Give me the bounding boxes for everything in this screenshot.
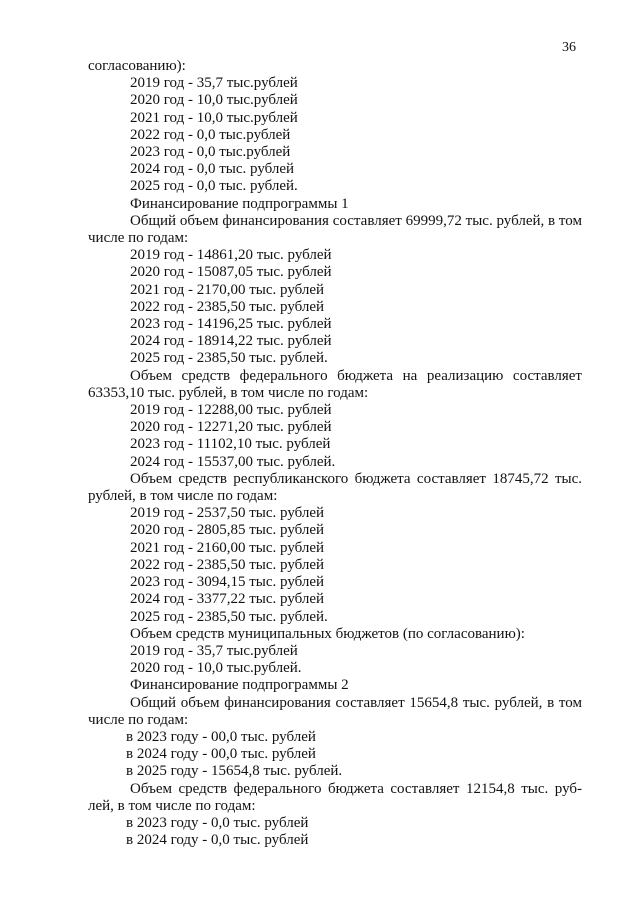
text-line: 2020 год - 15087,05 тыс. рублей: [130, 264, 332, 281]
text-line: 63353,10 тыс. рублей, в том числе по годам:: [88, 384, 369, 401]
text-line: Общий объем финансирования составляет 69999,72 тыс. рублей, в том: [130, 212, 582, 229]
text-line: 2023 год - 14196,25 тыс. рублей: [130, 316, 332, 333]
text-line: 2023 год - 11102,10 тыс. рублей: [130, 436, 331, 453]
text-line: Объем средств муниципальных бюджетов (по согласованию):: [130, 625, 525, 642]
text-line: 2022 год - 0,0 тыс.рублей: [130, 126, 291, 143]
text-line: в 2023 году - 0,0 тыс. рублей: [126, 814, 309, 831]
text-line: числе по годам:: [88, 711, 189, 728]
text-line: 2024 год - 15537,00 тыс. рублей.: [130, 453, 336, 470]
text-line: 2024 год - 0,0 тыс. рублей: [130, 161, 295, 178]
page-number: 36: [562, 40, 576, 55]
text-line: 2024 год - 18914,22 тыс. рублей: [130, 333, 332, 350]
text-line: 2019 год - 2537,50 тыс. рублей: [130, 505, 325, 522]
text-line: числе по годам:: [88, 230, 189, 247]
text-line: 2020 год - 10,0 тыс.рублей.: [130, 660, 302, 677]
text-line: 2020 год - 12271,20 тыс. рублей: [130, 419, 332, 436]
text-line: Объем средств федерального бюджета на реализацию составляет: [130, 367, 582, 384]
text-line: 2019 год - 12288,00 тыс. рублей: [130, 402, 332, 419]
text-line: 2025 год - 2385,50 тыс. рублей.: [130, 608, 328, 625]
section-heading: Финансирование подпрограммы 2: [130, 677, 349, 694]
text-line: 2021 год - 10,0 тыс.рублей: [130, 109, 298, 126]
text-line: рублей, в том числе по годам:: [88, 488, 278, 505]
text-line: Объем средств федерального бюджета составляет 12154,8 тыс. руб-: [130, 780, 582, 797]
text-line: 2024 год - 3377,22 тыс. рублей: [130, 591, 325, 608]
text-line: 2022 год - 2385,50 тыс. рублей: [130, 298, 325, 315]
text-line: Общий объем финансирования составляет 15654,8 тыс. рублей, в том: [130, 694, 582, 711]
text-line: 2023 год - 0,0 тыс.рублей: [130, 144, 291, 161]
text-line: 2023 год - 3094,15 тыс. рублей: [130, 574, 325, 591]
text-line: 2020 год - 10,0 тыс.рублей: [130, 92, 298, 109]
section-heading: Финансирование подпрограммы 1: [130, 195, 349, 212]
text-line: 2019 год - 14861,20 тыс. рублей: [130, 247, 332, 264]
text-line: в 2024 году - 00,0 тыс. рублей: [126, 746, 316, 763]
text-line: согласованию):: [88, 58, 186, 74]
text-line: 2019 год - 35,7 тыс.рублей: [130, 75, 298, 92]
text-line: 2021 год - 2170,00 тыс. рублей: [130, 281, 325, 298]
text-line: 2021 год - 2160,00 тыс. рублей: [130, 539, 325, 556]
text-line: в 2024 году - 0,0 тыс. рублей: [126, 832, 309, 849]
text-line: в 2025 году - 15654,8 тыс. рублей.: [126, 763, 343, 780]
document-body: [88, 58, 582, 849]
text-line: 2022 год - 2385,50 тыс. рублей: [130, 556, 325, 573]
text-line: 2019 год - 35,7 тыс.рублей: [130, 642, 298, 659]
text-line: лей, в том числе по годам:: [88, 797, 256, 814]
text-line: 2020 год - 2805,85 тыс. рублей: [130, 522, 325, 539]
text-line: 2025 год - 2385,50 тыс. рублей.: [130, 350, 328, 367]
text-line: 2025 год - 0,0 тыс. рублей.: [130, 178, 298, 195]
text-line: Объем средств республиканского бюджета составляет 18745,72 тыс.: [130, 470, 582, 487]
text-line: в 2023 году - 00,0 тыс. рублей: [126, 728, 316, 745]
